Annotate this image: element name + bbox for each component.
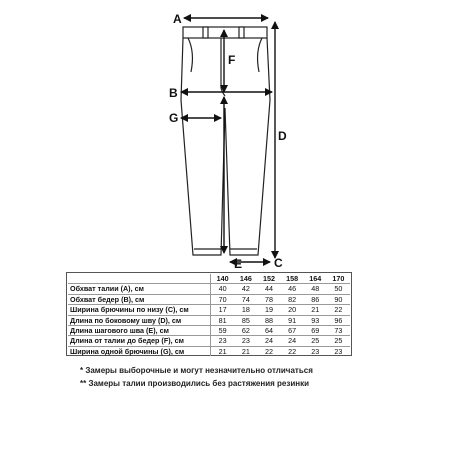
size-table	[68, 274, 350, 356]
row-value: 17	[211, 305, 235, 315]
row-label: Ширина брючины по низу (C), см	[68, 305, 211, 315]
row-value: 59	[211, 326, 235, 336]
row-value: 42	[234, 284, 257, 294]
row-value: 23	[327, 346, 350, 356]
size-header-cell: 170	[332, 274, 345, 283]
row-value: 21	[234, 346, 257, 356]
row-value: 24	[257, 336, 280, 346]
row-value: 88	[257, 315, 280, 325]
label-b: B	[169, 86, 178, 100]
label-d: D	[278, 129, 287, 143]
row-value: 74	[234, 294, 257, 304]
row-label: Обхват бедер (B), см	[68, 294, 211, 304]
size-header-cell: 158	[286, 274, 299, 283]
row-value: 18	[234, 305, 257, 315]
row-value: 48	[304, 284, 327, 294]
row-value: 67	[281, 326, 304, 336]
row-label: Длина по боковому шву (D), см	[68, 315, 211, 325]
row-value: 40	[211, 284, 235, 294]
row-label: Ширина одной брючины (G), см	[68, 346, 211, 356]
table-row	[68, 336, 350, 346]
size-header-cell: 140	[211, 274, 235, 284]
label-f: F	[228, 53, 236, 67]
row-value: 25	[304, 336, 327, 346]
row-value: 44	[257, 284, 280, 294]
size-header-cell: 152	[263, 274, 276, 283]
row-value: 64	[257, 326, 280, 336]
row-label: Обхват талии (A), см	[68, 284, 211, 294]
size-header-cell: 146	[239, 274, 252, 283]
row-value: 81	[211, 315, 235, 325]
size-header-row	[68, 274, 350, 284]
table-row	[68, 326, 350, 336]
row-value: 23	[211, 336, 235, 346]
table-row	[68, 305, 350, 315]
row-value: 19	[257, 305, 280, 315]
row-value: 24	[281, 336, 304, 346]
table-row	[68, 294, 350, 304]
row-value: 22	[327, 305, 350, 315]
row-value: 70	[211, 294, 235, 304]
row-value: 20	[281, 305, 304, 315]
row-value: 82	[281, 294, 304, 304]
row-value: 21	[211, 346, 235, 356]
row-value: 23	[304, 346, 327, 356]
row-value: 90	[327, 294, 350, 304]
row-value: 85	[234, 315, 257, 325]
label-c: C	[274, 256, 283, 270]
row-label: Длина от талии до бедер (F), см	[68, 336, 211, 346]
row-value: 69	[304, 326, 327, 336]
trousers-outline	[181, 27, 270, 255]
table-row	[68, 346, 350, 356]
row-value: 73	[327, 326, 350, 336]
table-row	[68, 284, 350, 294]
row-value: 93	[304, 315, 327, 325]
row-label: Длина шагового шва (E), см	[68, 326, 211, 336]
row-value: 46	[281, 284, 304, 294]
size-header-cell: 164	[309, 274, 322, 283]
note-measurements: * Замеры выборочные и могут незначительно отличаться	[80, 366, 313, 375]
row-value: 22	[281, 346, 304, 356]
row-value: 62	[234, 326, 257, 336]
label-a: A	[173, 12, 182, 26]
row-value: 25	[327, 336, 350, 346]
table-row	[68, 315, 350, 325]
row-value: 23	[234, 336, 257, 346]
note-waist: ** Замеры талии производились без растяжения резинки	[80, 379, 310, 388]
row-value: 96	[327, 315, 350, 325]
row-value: 22	[257, 346, 280, 356]
row-value: 78	[257, 294, 280, 304]
row-value: 21	[304, 305, 327, 315]
row-value: 50	[327, 284, 350, 294]
label-e: E	[234, 257, 243, 270]
row-value: 91	[281, 315, 304, 325]
header-blank	[68, 274, 211, 284]
row-value: 86	[304, 294, 327, 304]
label-g: G	[169, 111, 179, 125]
